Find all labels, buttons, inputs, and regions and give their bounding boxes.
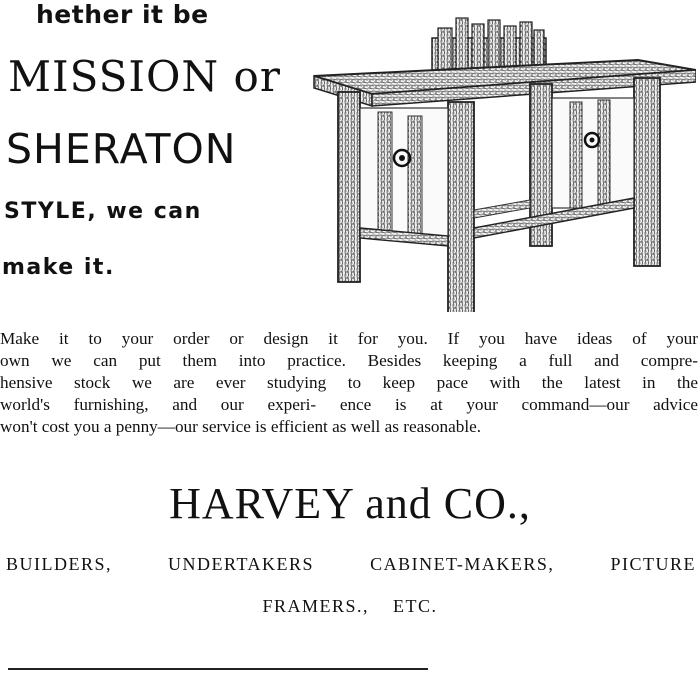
headline-line-1: hether it be [36, 0, 209, 29]
body-copy [0, 328, 698, 438]
bottom-rule [8, 668, 428, 670]
trade-picture: PICTURE [610, 554, 696, 574]
headline-line-3: SHERATON [6, 125, 237, 173]
side-panels [360, 98, 634, 238]
headline-line-5: make it. [2, 255, 115, 280]
body-line-2: own we can put them into practice. Besides keeping a full and compre- [0, 351, 698, 370]
headline-line-4: STYLE, we can [4, 199, 202, 224]
trade-builders: BUILDERS, [6, 554, 113, 574]
trades-line [6, 552, 696, 576]
body-line-4: world's furnishing, and our experi- ence is at your command—our advice [0, 395, 698, 414]
mission-table-illustration [308, 12, 696, 312]
firm-name: HARVEY and CO., [169, 479, 531, 528]
trade-cabinet-makers: CABINET-MAKERS, [370, 554, 555, 574]
body-line-3: hensive stock we are ever studying to keep pace with the latest in the [0, 373, 698, 392]
body-line-1: Make it to your order or design it for you. If you have ideas of your [0, 329, 698, 348]
headline-line-2: MISSION or [8, 52, 281, 101]
trade-undertakers: UNDERTAKERS [168, 554, 315, 574]
trades-line-2: FRAMERS., ETC. [262, 596, 438, 616]
body-line-5: won't cost you a penny—our service is efficient as well as reasonable. [0, 417, 482, 436]
